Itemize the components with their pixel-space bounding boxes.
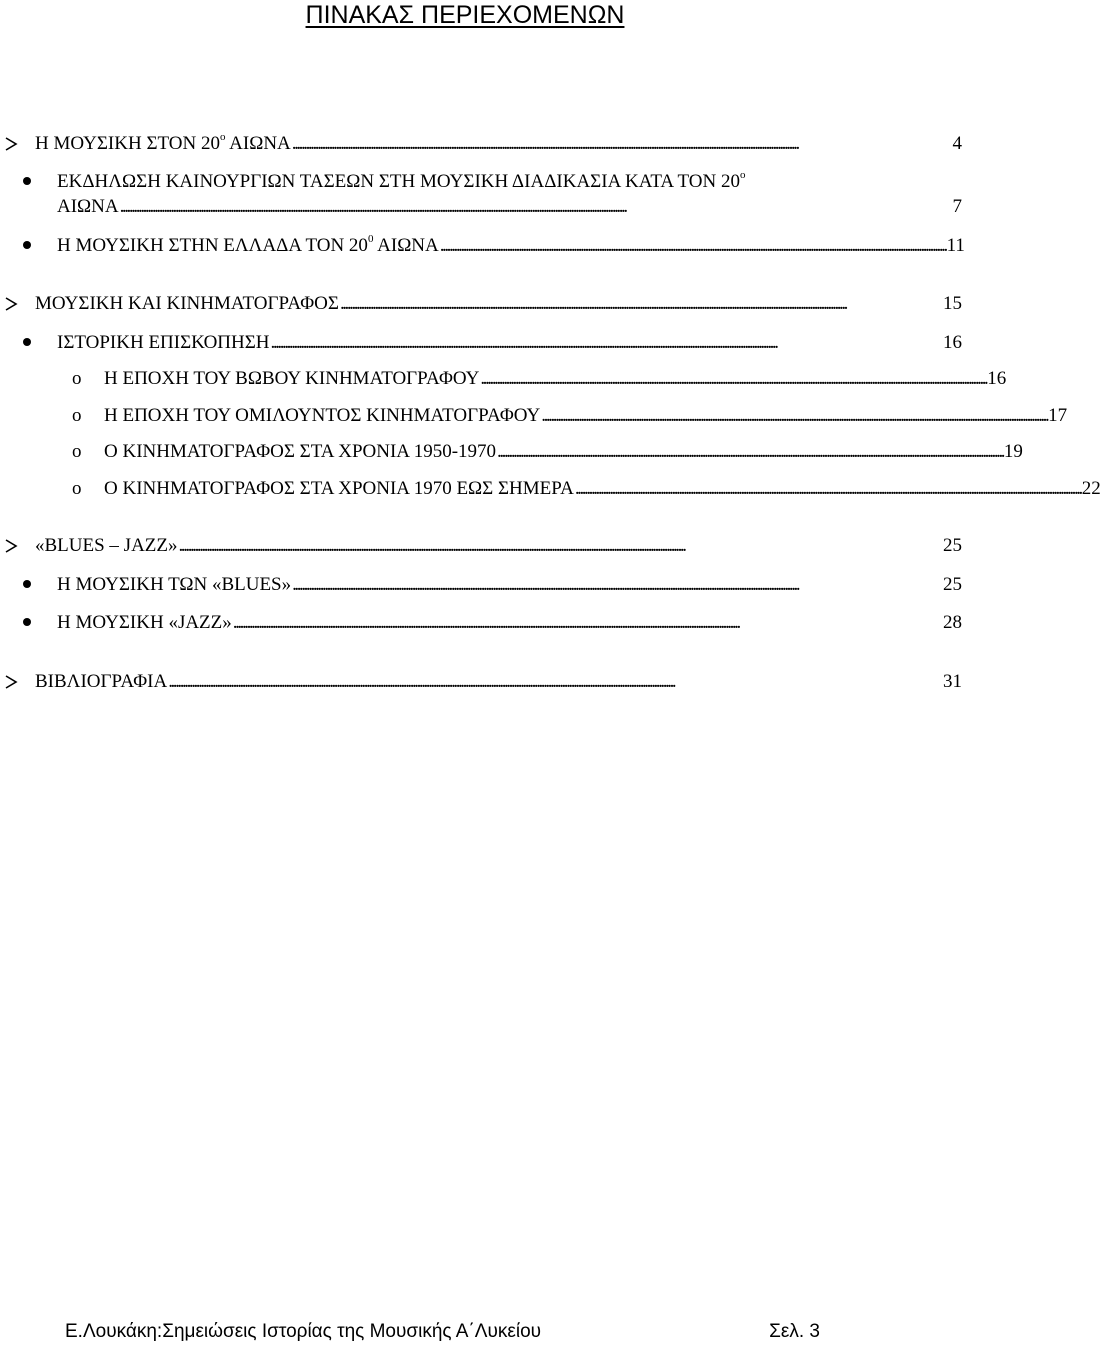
entry-title: ΙΣΤΟΡΙΚΗ ΕΠΙΣΚΟΠΗΣΗ [57,332,270,353]
page-number: 28 [943,612,962,633]
entry-title: Η ΕΠΟΧΗ ΤΟΥ ΒΩΒΟΥ ΚΙΝΗΜΑΤΟΓΡΑΦΟΥ [104,368,480,389]
page-number: 31 [943,671,962,692]
page-number: 15 [943,293,962,314]
circle-bullet-icon: o [72,441,82,462]
dot-bullet-icon [23,580,31,588]
dot-leader [340,293,941,315]
dot-leader [168,671,941,693]
dot-bullet-icon [23,338,31,346]
page-number: 22 [1081,478,1101,499]
dot-leader [292,133,951,155]
page-number: 25 [943,574,962,595]
arrow-bullet-icon [4,137,18,151]
entry-title: «BLUES – JAZZ» [35,535,178,556]
arrow-bullet-icon [4,539,18,553]
page-number: 7 [952,196,962,217]
dot-bullet-icon [23,618,31,626]
entry-title: Ο ΚΙΝΗΜΑΤΟΓΡΑΦΟΣ ΣΤΑ ΧΡΟΝΙΑ 1970 ΕΩΣ ΣΗΜΕΡΑ [104,478,574,499]
dot-leader [179,535,942,557]
page-number: 17 [1048,405,1068,426]
page-footer [65,1320,820,1344]
page-number: 19 [1003,441,1023,462]
footer-author-title: Ε.Λουκάκη:Σημειώσεις Ιστορίας της Μουσικής Α΄Λυκείου [65,1321,542,1342]
dot-bullet-icon [23,177,31,185]
page-number: 16 [943,332,962,353]
entry-title: Η ΕΠΟΧΗ ΤΟΥ ΟΜΙΛΟΥΝΤΟΣ ΚΙΝΗΜΑΤΟΓΡΑΦΟΥ [104,405,541,426]
entry-title: ΕΚΔΗΛΩΣΗ ΚΑΙΝΟΥΡΓΙΩΝ ΤΑΣΕΩΝ ΣΤΗ ΜΟΥΣΙΚΗ ΔΙΑΔΙΚΑΣΙΑ ΚΑΤΑ ΤΟΝ $20^o$ [57,168,746,192]
entry-title: Η ΜΟΥΣΙΚΗ ΤΩΝ «BLUES» [57,574,292,595]
footer-page-number: Σελ. 3 [769,1321,820,1342]
arrow-bullet-icon [4,297,18,311]
dot-leader [440,235,945,257]
entry-title-continued: ΑΙΩΝΑ [57,196,119,217]
page-number: 4 [952,133,962,154]
dot-leader [292,574,941,596]
dot-leader [575,478,1080,500]
entry-title: Η ΜΟΥΣΙΚΗ ΣΤΗΝ ΕΛΛΑΔΑ ΤΟΝ $20^0$ ΑΙΩΝΑ [57,232,439,256]
entry-title: Η ΜΟΥΣΙΚΗ «JAZZ» [57,612,232,633]
entry-title: ΜΟΥΣΙΚΗ ΚΑΙ ΚΙΝΗΜΑΤΟΓΡΑΦΟΣ [35,293,339,314]
circle-bullet-icon: o [72,405,82,426]
arrow-bullet-icon [4,675,18,689]
entry-title: ΒΙΒΛΙΟΓΡΑΦΙΑ [35,671,168,692]
dot-leader [541,405,1046,427]
dot-leader [120,196,951,218]
page-number: 25 [943,535,962,556]
entry-title: Ο ΚΙΝΗΜΑΤΟΓΡΑΦΟΣ ΣΤΑ ΧΡΟΝΙΑ 1950-1970 [104,441,497,462]
entry-title: Η ΜΟΥΣΙΚΗ ΣΤΟΝ $20^o$ ΑΙΩΝΑ [35,130,291,154]
dot-bullet-icon [23,241,31,249]
page-title: ΠΙΝΑΚΑΣ ΠΕΡΙΕΧΟΜΕΝΩΝ [305,1,625,29]
dot-leader [233,612,941,634]
circle-bullet-icon: o [72,478,82,499]
page-number: 11 [946,235,965,256]
page-number: 16 [987,368,1007,389]
dot-leader [480,368,985,390]
circle-bullet-icon: o [72,368,82,389]
dot-leader [497,441,1002,463]
dot-leader [271,332,941,354]
